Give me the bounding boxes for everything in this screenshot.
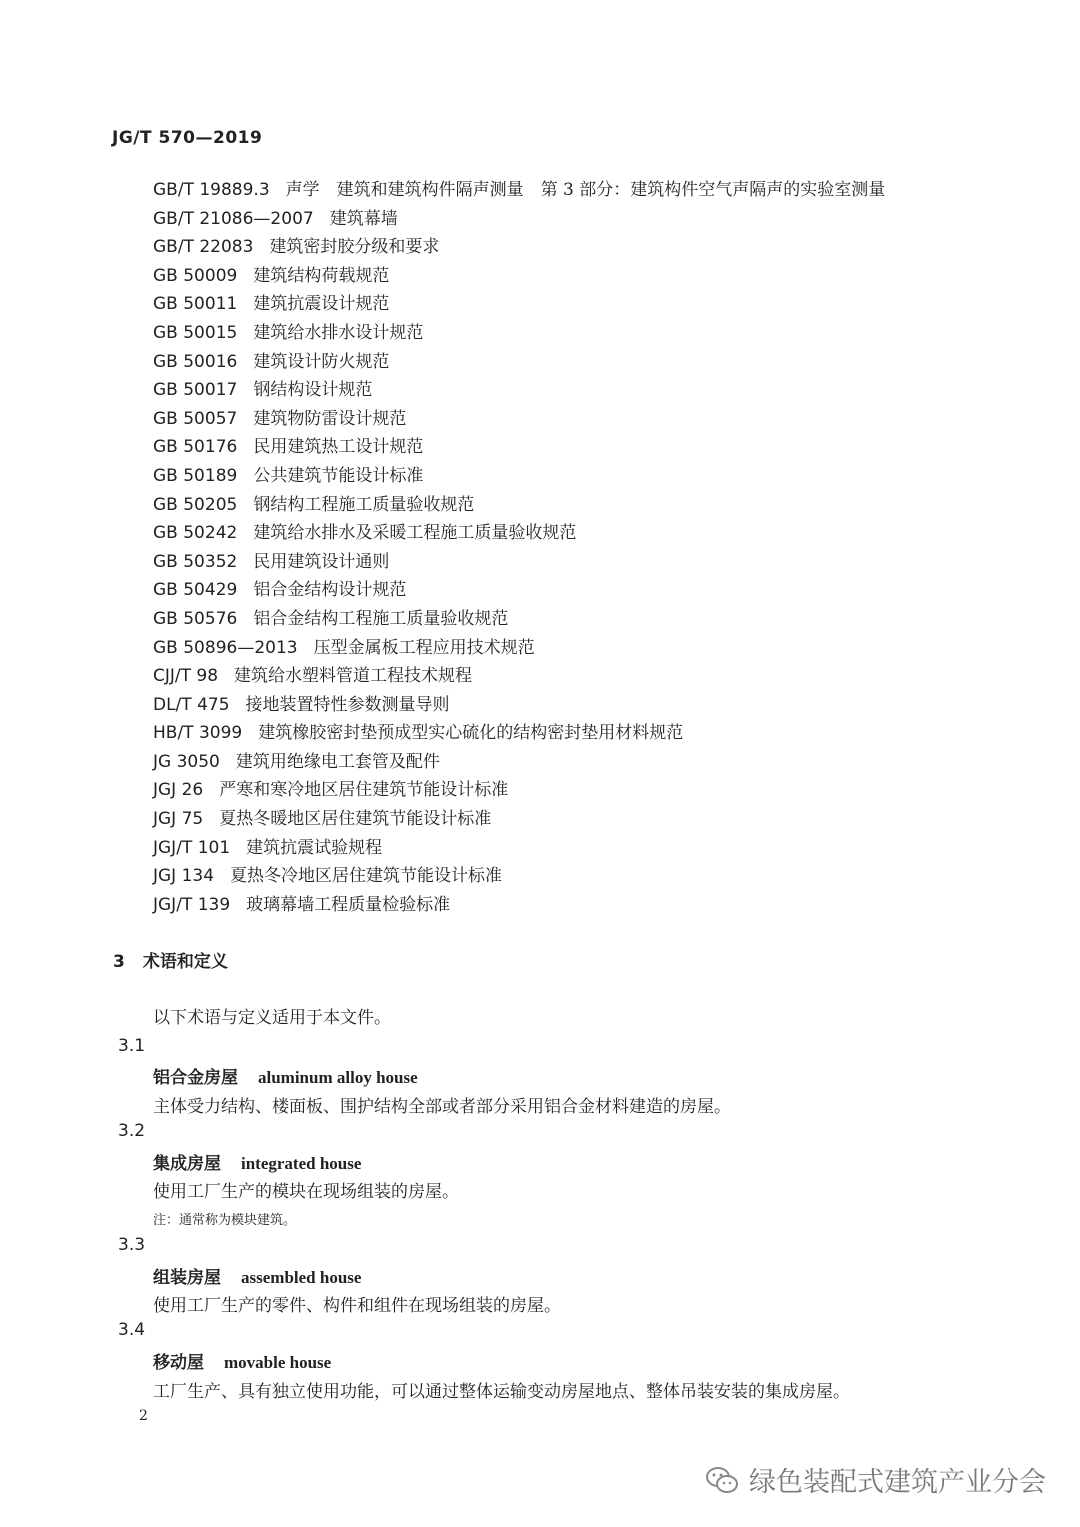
- reference-code: GB 50242: [153, 523, 238, 544]
- reference-title: 建筑物防雷设计规范: [253, 408, 407, 429]
- term-zh: 集成房屋: [153, 1154, 221, 1174]
- reference-title: 建筑幕墙: [329, 208, 398, 229]
- term-note: 注：通常称为模块建筑。: [153, 1213, 297, 1228]
- term-number: 3.3: [118, 1235, 146, 1255]
- reference-item: [153, 433, 885, 462]
- reference-item: [153, 862, 885, 891]
- reference-item: [153, 605, 885, 634]
- reference-title: 民用建筑热工设计规范: [253, 437, 424, 458]
- reference-code: CJJ/T 98: [153, 666, 219, 687]
- reference-code: JGJ 134: [153, 866, 215, 887]
- reference-title: 民用建筑设计通则: [253, 551, 390, 572]
- term-heading: [153, 1348, 331, 1373]
- reference-title: 建筑橡胶密封垫预成型实心硫化的结构密封垫用材料规范: [258, 723, 684, 744]
- reference-code: JGJ 75: [153, 809, 204, 830]
- reference-code: JGJ 26: [153, 780, 204, 801]
- reference-item: [153, 548, 885, 577]
- reference-item: [153, 233, 885, 262]
- reference-title: 严寒和寒冷地区居住建筑节能设计标准: [219, 780, 509, 801]
- reference-title: 玻璃幕墙工程质量检验标准: [246, 894, 451, 915]
- section-title: 术语和定义: [142, 952, 228, 972]
- reference-item: [153, 776, 885, 805]
- reference-code: JG 3050: [153, 751, 220, 772]
- term-en: aluminum alloy house: [258, 1068, 418, 1087]
- reference-title: 建筑设计防火规范: [253, 351, 390, 372]
- reference-code: GB 50015: [153, 322, 238, 343]
- reference-title: 钢结构设计规范: [253, 380, 373, 401]
- term-number: 3.4: [118, 1320, 146, 1340]
- reference-item: [153, 519, 885, 548]
- reference-title: 建筑给水排水及采暖工程施工质量验收规范: [253, 523, 577, 544]
- term-en: movable house: [224, 1353, 332, 1372]
- reference-item: [153, 834, 885, 863]
- section-intro: 以下术语与定义适用于本文件。: [153, 1008, 391, 1028]
- reference-code: JGJ/T 101: [153, 837, 231, 858]
- term-heading: [153, 1063, 418, 1088]
- reference-item: [153, 376, 885, 405]
- term-definition: 主体受力结构、楼面板、围护结构全部或者部分采用铝合金材料建造的房屋。: [153, 1097, 731, 1117]
- reference-code: GB 50205: [153, 494, 238, 515]
- term-heading: [153, 1149, 361, 1174]
- reference-item: [153, 491, 885, 520]
- term-heading: [153, 1263, 361, 1288]
- term-zh: 移动屋: [153, 1353, 204, 1373]
- reference-code: GB 50017: [153, 380, 238, 401]
- reference-title: 建筑抗震设计规范: [253, 294, 390, 315]
- section-heading: [113, 947, 228, 972]
- reference-code: GB 50429: [153, 580, 238, 601]
- term-zh: 铝合金房屋: [153, 1068, 238, 1088]
- reference-item: [153, 405, 885, 434]
- reference-title: 建筑给水排水设计规范: [253, 322, 424, 343]
- reference-item: [153, 891, 885, 920]
- term-en: integrated house: [241, 1154, 362, 1173]
- reference-title: 建筑结构荷载规范: [253, 265, 390, 286]
- reference-item: [153, 205, 885, 234]
- section-number: 3: [113, 952, 125, 972]
- reference-item: [153, 176, 885, 205]
- reference-code: GB 50576: [153, 608, 238, 629]
- reference-code: GB/T 21086—2007: [153, 208, 314, 229]
- reference-code: GB/T 19889.3: [153, 180, 270, 200]
- reference-title: 铝合金结构工程施工质量验收规范: [253, 608, 509, 629]
- reference-item: [153, 262, 885, 291]
- reference-item: [153, 348, 885, 377]
- reference-code: GB 50896—2013: [153, 637, 298, 658]
- reference-list: [153, 176, 885, 919]
- watermark: [705, 1460, 1046, 1499]
- reference-code: GB/T 22083: [153, 237, 254, 258]
- reference-item: [153, 748, 885, 777]
- document-header: JG/T 570—2019: [112, 128, 263, 148]
- wechat-icon: [705, 1465, 739, 1495]
- term-number: 3.1: [118, 1036, 146, 1056]
- reference-code: GB 50011: [153, 294, 238, 315]
- reference-code: DL/T 475: [153, 694, 230, 715]
- reference-code: GB 50057: [153, 408, 238, 429]
- reference-item: [153, 719, 885, 748]
- reference-item: [153, 462, 885, 491]
- reference-item: [153, 634, 885, 663]
- term-definition: 使用工厂生产的零件、构件和组件在现场组装的房屋。: [153, 1296, 561, 1316]
- reference-title: 声学 建筑和建筑构件隔声测量 第 3 部分：建筑构件空气声隔声的实验室测量: [285, 180, 886, 200]
- term-definition: 工厂生产、具有独立使用功能，可以通过整体运输变动房屋地点、整体吊装安装的集成房屋。: [153, 1382, 850, 1402]
- reference-title: 接地装置特性参数测量导则: [245, 694, 450, 715]
- reference-title: 公共建筑节能设计标准: [253, 465, 424, 486]
- reference-item: [153, 319, 885, 348]
- reference-title: 建筑密封胶分级和要求: [269, 237, 440, 258]
- reference-item: [153, 576, 885, 605]
- reference-code: HB/T 3099: [153, 723, 243, 744]
- reference-title: 钢结构工程施工质量验收规范: [253, 494, 475, 515]
- reference-item: [153, 290, 885, 319]
- reference-code: JGJ/T 139: [153, 894, 231, 915]
- reference-item: [153, 662, 885, 691]
- reference-title: 建筑用绝缘电工套管及配件: [235, 751, 440, 772]
- term-en: assembled house: [241, 1268, 362, 1287]
- reference-item: [153, 691, 885, 720]
- reference-code: GB 50189: [153, 465, 238, 486]
- page-number: 2: [139, 1408, 148, 1424]
- reference-code: GB 50009: [153, 265, 238, 286]
- term-number: 3.2: [118, 1121, 146, 1141]
- reference-code: GB 50176: [153, 437, 238, 458]
- reference-title: 铝合金结构设计规范: [253, 580, 407, 601]
- reference-code: GB 50352: [153, 551, 238, 572]
- watermark-text: 绿色装配式建筑产业分会: [749, 1467, 1046, 1498]
- reference-title: 建筑抗震试验规程: [246, 837, 383, 858]
- reference-title: 建筑给水塑料管道工程技术规程: [234, 666, 473, 687]
- reference-code: GB 50016: [153, 351, 238, 372]
- reference-title: 压型金属板工程应用技术规范: [313, 637, 535, 658]
- term-definition: 使用工厂生产的模块在现场组装的房屋。: [153, 1182, 459, 1202]
- reference-title: 夏热冬冷地区居住建筑节能设计标准: [230, 866, 503, 887]
- term-zh: 组装房屋: [153, 1268, 221, 1288]
- reference-item: [153, 805, 885, 834]
- reference-title: 夏热冬暖地区居住建筑节能设计标准: [219, 809, 492, 830]
